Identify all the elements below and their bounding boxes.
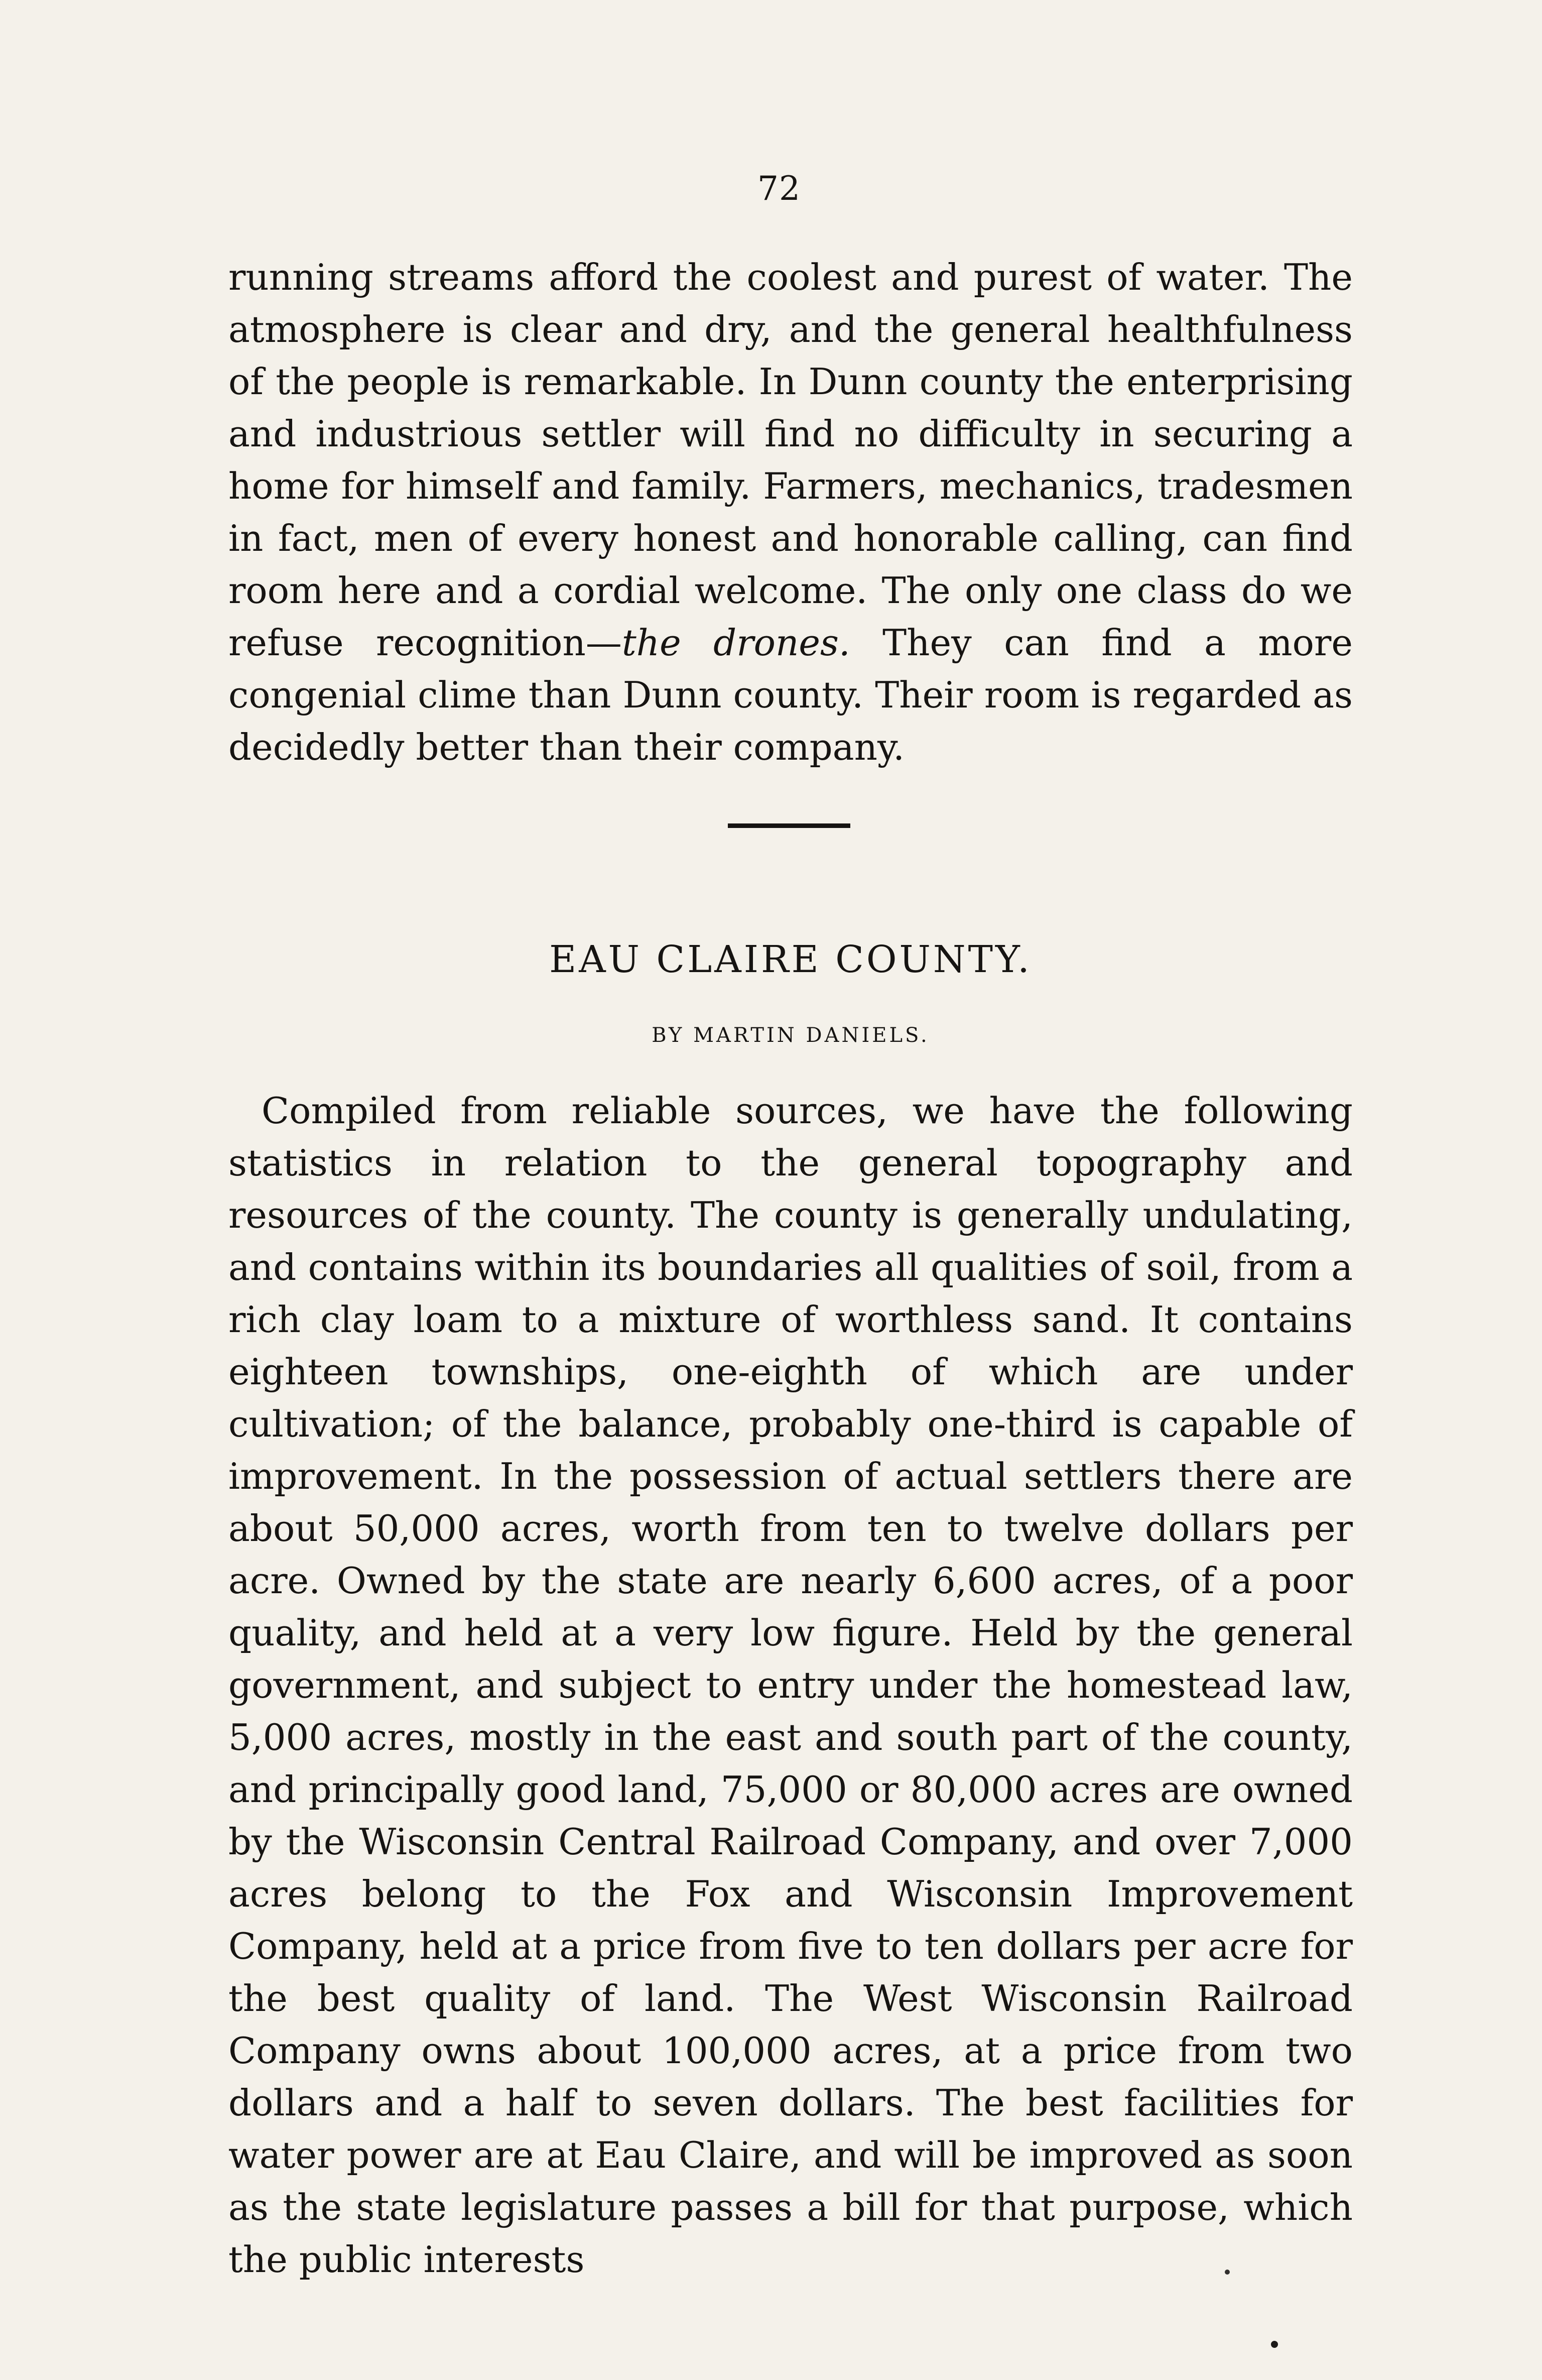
top-paragraph (228, 251, 1353, 773)
ink-speck (1271, 2341, 1278, 2348)
page-number: 72 (757, 169, 801, 208)
ink-speck (1225, 2270, 1230, 2275)
section-divider (728, 823, 850, 828)
body-paragraph: Compiled from reliable sources, we have the following statistics in relation to the general topography and resources of the county. The county is generally undulating, and contains within its boundaries all qualities of soil, from a rich clay loam to a mixture of worthless sand. It contains eighteen townships, one-eighth of which are under cultivation; of the balance, probably one-third is capable of improvement. In the possession of actual settlers there are about 50,000 acres, worth from ten to twelve dollars per acre. Owned by the state are nearly 6,600 acres, of a poor quality, and held at a very low figure. Held by the general government, and subject to entry under the homestead law, 5,000 acres, mostly in the east and south part of the county, and principally good land, 75,000 or 80,000 acres are owned by the Wisconsin Central Railroad Company, and over 7,000 acres belong to the Fox and Wisconsin Improvement Company, held at a price from five to ten dollars per acre for the best quality of land. The West Wisconsin Railroad Company owns about 100,000 acres, at a price from two dollars and a half to seven dollars. The best facilities for water power are at Eau Claire, and will be improved as soon as the state legislature passes a bill for that purpose, which the public interests (228, 1090, 1353, 2281)
top-paragraph-trailing-text: They can find a more congenial clime than Dunn county. Their room is regarded as decidedly better than their company. (228, 622, 1353, 768)
top-paragraph-text: running streams afford the coolest and purest of water. The atmosphere is clear and dry, and the general healthfulness of the people is remarkable. In Dunn county the enterprising and industrious settler will find no difficulty in securing a home for himself and family. Farmers, mechanics, tradesmen in fact, men of every honest and honorable calling, can find room here and a cordial welcome. The only one class do we refuse recognition— (228, 256, 1353, 664)
section-byline: BY MARTIN DANIELS. (652, 1024, 930, 1047)
section-title: EAU CLAIRE COUNTY. (549, 938, 1032, 981)
top-paragraph-italic-text: the drones. (621, 622, 850, 664)
